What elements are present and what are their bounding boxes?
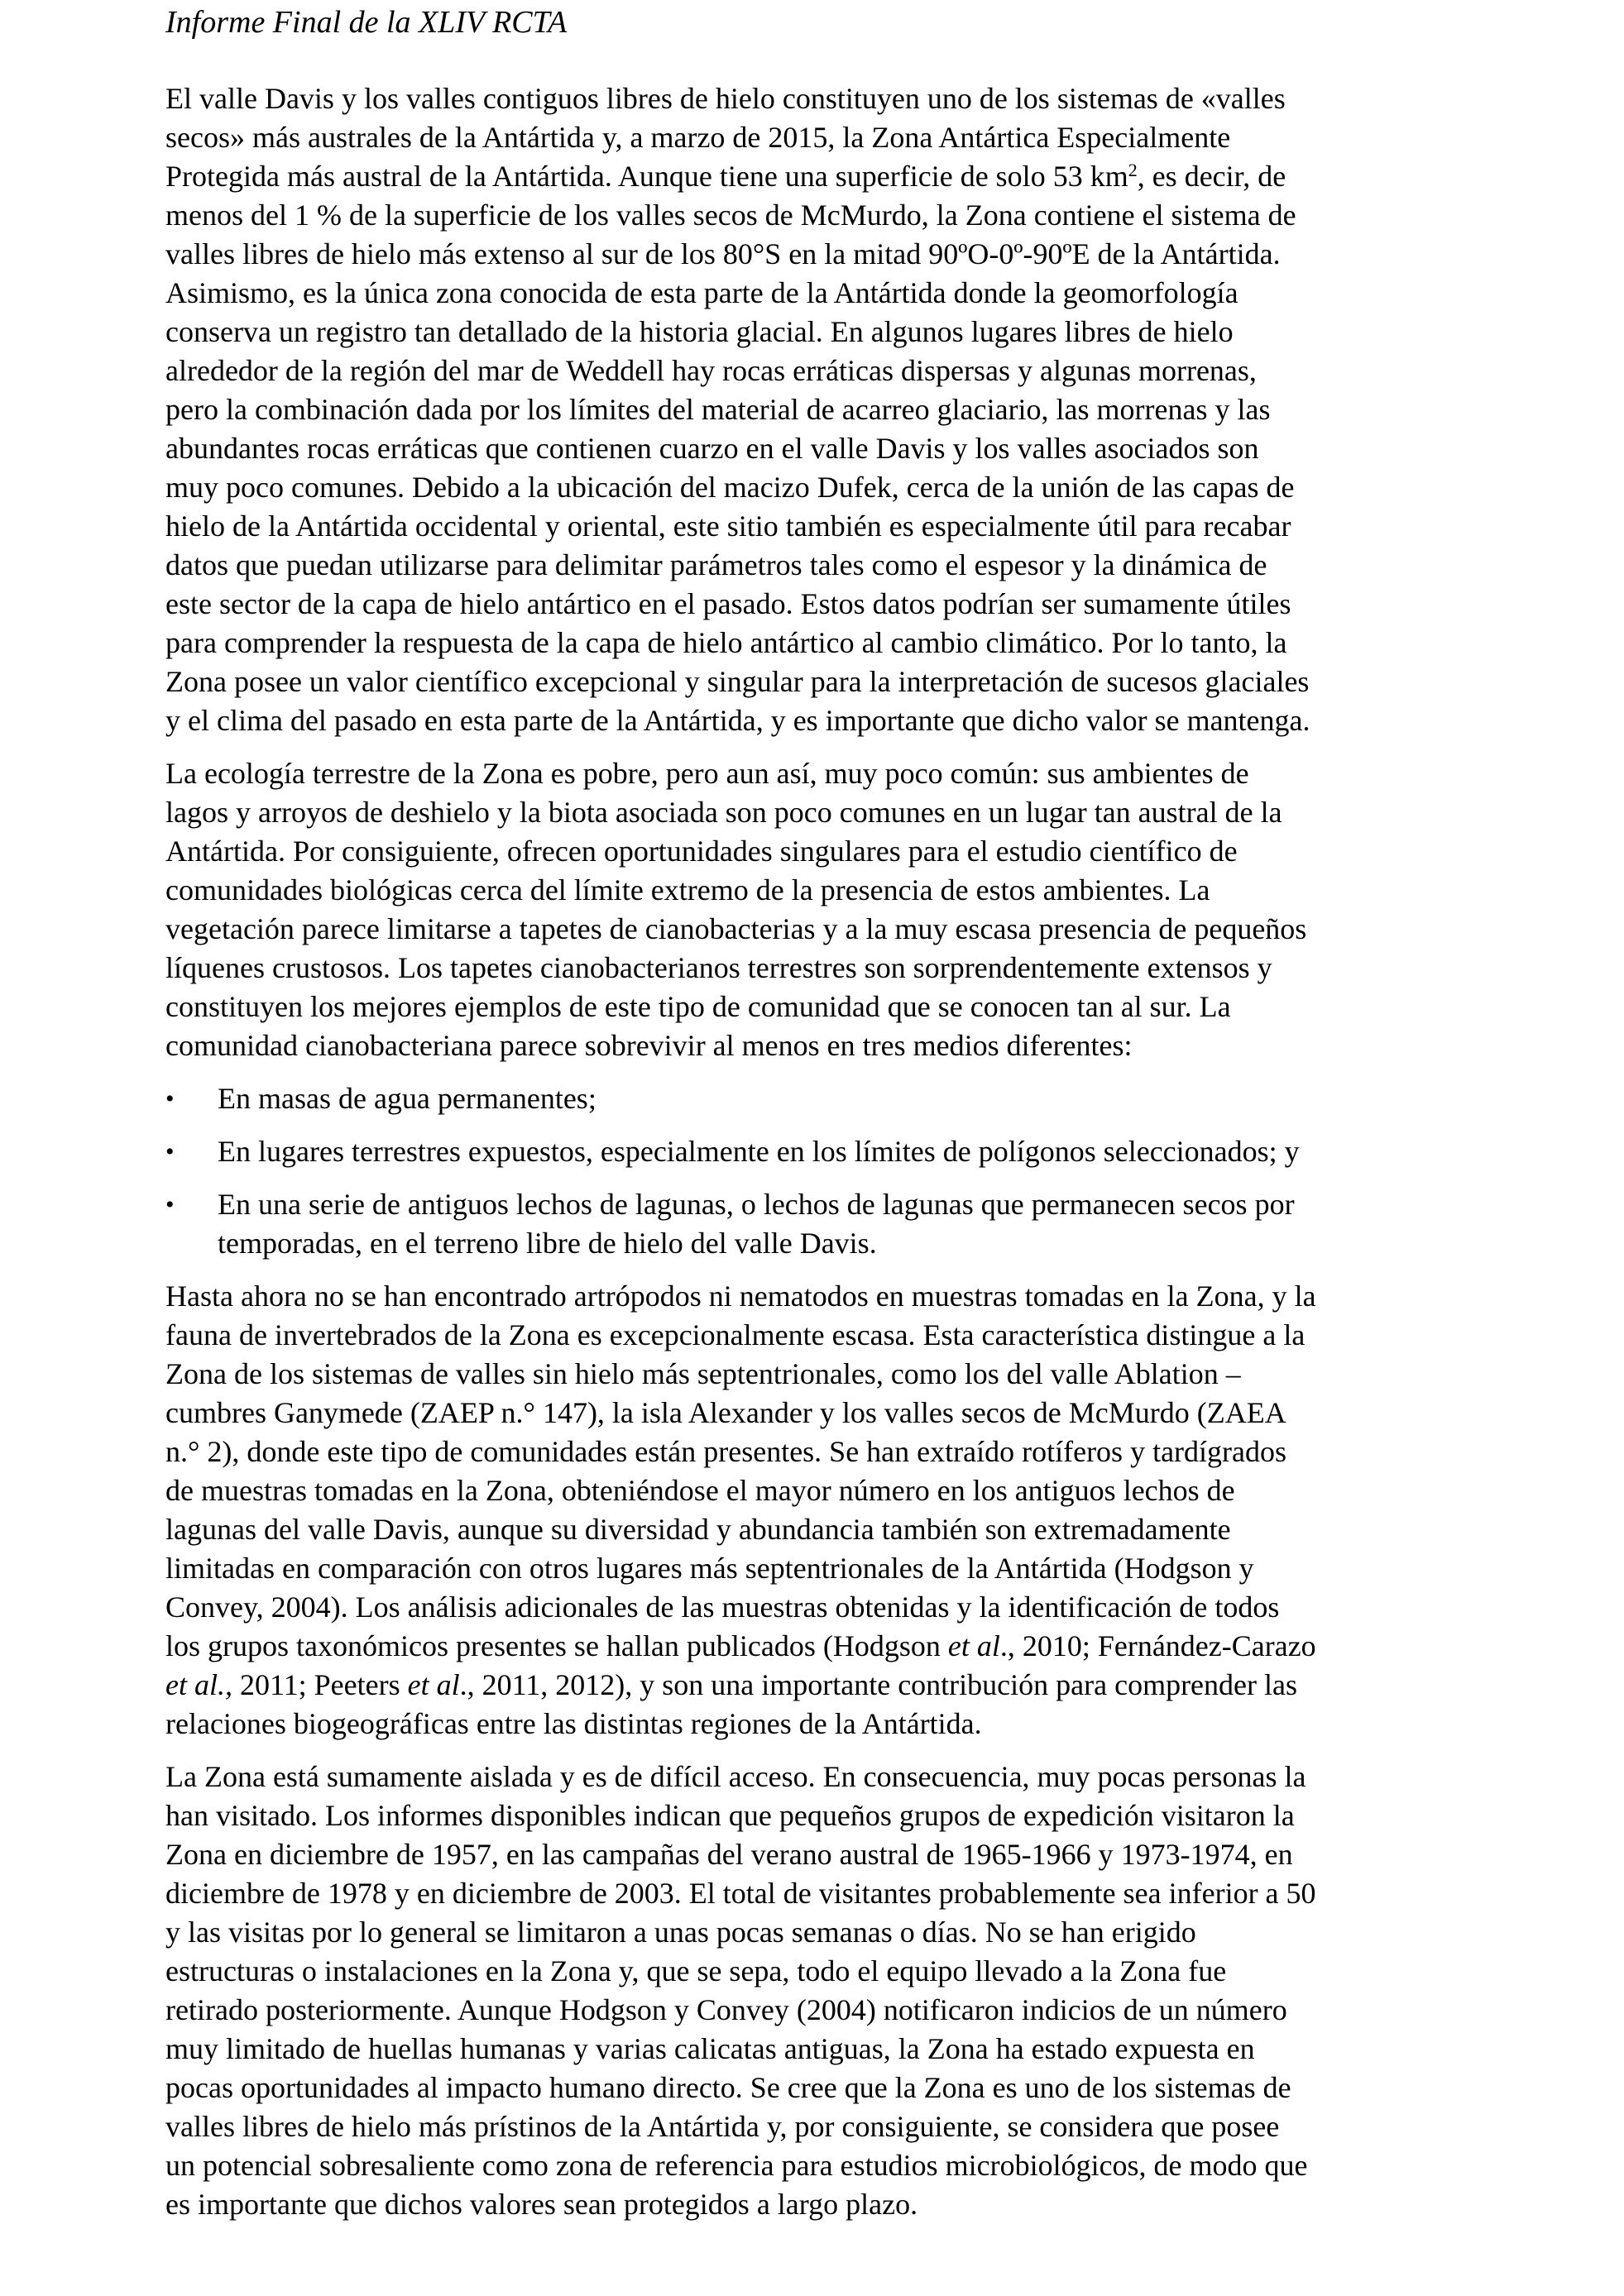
text-line bbox=[165, 1627, 1489, 1666]
text-line: lagos y arroyos de deshielo y la biota asociada son poco comunes en un lugar tan austral de la bbox=[165, 796, 1282, 829]
text-line: de muestras tomadas en la Zona, obteniéndose el mayor número en los antiguos lechos de bbox=[165, 1474, 1235, 1507]
bullet-icon: • bbox=[165, 1138, 175, 1165]
text-segment: ., 2010; Fernández-Carazo bbox=[999, 1629, 1316, 1662]
text-line: líquenes crustosos. Los tapetes cianobacterianos terrestres son sorprendentemente extensos y bbox=[165, 951, 1272, 984]
paragraph-human-visits bbox=[165, 1758, 1489, 2224]
bullet-icon: • bbox=[165, 1191, 175, 1218]
paragraph-spacer bbox=[165, 1065, 1489, 1079]
text-line: Convey, 2004). Los análisis adicionales de las muestras obtenidas y la identificación de todos bbox=[165, 1590, 1280, 1624]
text-line: un potencial sobresaliente como zona de referencia para estudios microbiológicos, de modo que bbox=[165, 2149, 1308, 2182]
superscript-exponent: 2 bbox=[1128, 160, 1138, 180]
text-line: hielo de la Antártida occidental y oriental, este sitio también es especialmente útil para recabar bbox=[165, 509, 1291, 543]
text-line: El valle Davis y los valles contiguos libres de hielo constituyen uno de los sistemas de «valles bbox=[165, 82, 1286, 115]
text-line: En masas de agua permanentes; bbox=[218, 1082, 596, 1115]
text-line: muy poco comunes. Debido a la ubicación del macizo Dufek, cerca de la unión de las capas de bbox=[165, 471, 1295, 504]
bullet-list-habitats bbox=[165, 1079, 1489, 1263]
text-line: este sector de la capa de hielo antártico en el pasado. Estos datos podrían ser sumamente útiles bbox=[165, 587, 1291, 620]
paragraph-spacer bbox=[165, 740, 1489, 754]
bullet-item bbox=[165, 1079, 1489, 1118]
text-line: temporadas, en el terreno libre de hielo del valle Davis. bbox=[218, 1227, 877, 1260]
text-line: La ecología terrestre de la Zona es pobre, pero aun así, muy poco común: sus ambientes de bbox=[165, 757, 1249, 790]
bullet-item bbox=[165, 1132, 1489, 1171]
citation-et-al: et al bbox=[947, 1629, 1000, 1662]
running-header: Informe Final de la XLIV RCTA bbox=[165, 5, 568, 40]
text-line: Asimismo, es la única zona conocida de esta parte de la Antártida donde la geomorfología bbox=[165, 276, 1238, 309]
text-line: fauna de invertebrados de la Zona es excepcionalmente escasa. Esta característica distingue a la bbox=[165, 1318, 1305, 1351]
text-line: estructuras o instalaciones en la Zona y, que se sepa, todo el equipo llevado a la Zona fue bbox=[165, 1954, 1227, 1987]
text-line: La Zona está sumamente aislada y es de difícil acceso. En consecuencia, muy pocas personas la bbox=[165, 1760, 1306, 1793]
text-line: comunidades biológicas cerca del límite extremo de la presencia de estos ambientes. La bbox=[165, 873, 1210, 906]
text-segment: ., 2011, 2012), y son una importante contribución para comprender las bbox=[459, 1668, 1297, 1701]
text-line: alrededor de la región del mar de Weddell hay rocas erráticas dispersas y algunas morrenas, bbox=[165, 354, 1257, 387]
citation-et-al: et al bbox=[407, 1668, 460, 1701]
text-line: y las visitas por lo general se limitaron a unas pocas semanas o días. No se han erigido bbox=[165, 1916, 1196, 1949]
text-line: limitadas en comparación con otros lugares más septentrionales de la Antártida (Hodgson y bbox=[165, 1552, 1254, 1585]
paragraph-spacer bbox=[165, 1263, 1489, 1277]
paragraph-spacer bbox=[165, 1744, 1489, 1758]
text-line bbox=[165, 157, 1489, 196]
text-line: diciembre de 1978 y en diciembre de 2003. El total de visitantes probablemente sea inferior a 50 bbox=[165, 1877, 1316, 1910]
text-line: Zona posee un valor científico excepcional y singular para la interpretación de sucesos glaciales bbox=[165, 665, 1310, 698]
text-line: comunidad cianobacteriana parece sobrevivir al menos en tres medios diferentes: bbox=[165, 1029, 1133, 1062]
bullet-item bbox=[165, 1185, 1489, 1263]
text-line: vegetación parece limitarse a tapetes de cianobacterias y a la muy escasa presencia de pequeños bbox=[165, 912, 1307, 945]
text-line: y el clima del pasado en esta parte de la Antártida, y es importante que dicho valor se mantenga. bbox=[165, 704, 1310, 737]
text-line: han visitado. Los informes disponibles indican que pequeños grupos de expedición visitaron la bbox=[165, 1799, 1295, 1832]
paragraph-davis-valley-glacial-history bbox=[165, 79, 1489, 740]
text-line: En una serie de antiguos lechos de lagunas, o lechos de lagunas que permanecen secos por bbox=[218, 1188, 1295, 1221]
text-line: Zona en diciembre de 1957, en las campañas del verano austral de 1965-1966 y 1973-1974, en bbox=[165, 1838, 1293, 1871]
text-line: menos del 1 % de la superficie de los valles secos de McMurdo, la Zona contiene el sistema de bbox=[165, 199, 1296, 232]
text-line: valles libres de hielo más extenso al sur de los 80°S en la mitad 90ºO-0º-90ºE de la Antártida. bbox=[165, 237, 1281, 270]
text-line: datos que puedan utilizarse para delimitar parámetros tales como el espesor y la dinámica de bbox=[165, 548, 1267, 581]
bullet-icon: • bbox=[165, 1085, 175, 1112]
paragraph-terrestrial-ecology bbox=[165, 754, 1489, 1065]
text-line: n.° 2), donde este tipo de comunidades están presentes. Se han extraído rotíferos y tardígrados bbox=[165, 1435, 1287, 1468]
paragraph-invertebrate-fauna bbox=[165, 1277, 1489, 1744]
text-line: pocas oportunidades al impacto humano directo. Se cree que la Zona es uno de los sistemas de bbox=[165, 2071, 1291, 2104]
text-line: para comprender la respuesta de la capa de hielo antártico al cambio climático. Por lo tanto, la bbox=[165, 626, 1287, 659]
text-line: muy limitado de huellas humanas y varias calicatas antiguas, la Zona ha estado expuesta en bbox=[165, 2032, 1255, 2065]
text-segment: 2011; Peeters bbox=[232, 1668, 408, 1701]
text-line: pero la combinación dada por los límites del material de acarreo glaciario, las morrenas y las bbox=[165, 393, 1271, 426]
text-line: valles libres de hielo más prístinos de la Antártida y, por consiguiente, se considera que posee bbox=[165, 2110, 1280, 2143]
text-line: secos» más australes de la Antártida y, a marzo de 2015, la Zona Antártica Especialmente bbox=[165, 121, 1231, 154]
text-line bbox=[165, 1666, 1489, 1705]
text-segment: Protegida más austral de la Antártida. Aunque tiene una superficie de solo 53 km bbox=[165, 160, 1128, 193]
text-line: relaciones biogeográficas entre las distintas regiones de la Antártida. bbox=[165, 1707, 982, 1740]
text-line: Antártida. Por consiguiente, ofrecen oportunidades singulares para el estudio científico de bbox=[165, 835, 1238, 868]
text-line: En lugares terrestres expuestos, especialmente en los límites de polígonos seleccionados; y bbox=[218, 1135, 1300, 1168]
text-line: es importante que dichos valores sean protegidos a largo plazo. bbox=[165, 2188, 918, 2221]
text-line: abundantes rocas erráticas que contienen cuarzo en el valle Davis y los valles asociados son bbox=[165, 432, 1259, 465]
text-segment: los grupos taxonómicos presentes se hallan publicados (Hodgson bbox=[165, 1629, 948, 1662]
text-line: Hasta ahora no se han encontrado artrópodos ni nematodos en muestras tomadas en la Zona, y la bbox=[165, 1280, 1316, 1313]
text-line: conserva un registro tan detallado de la historia glacial. En algunos lugares libres de hielo bbox=[165, 315, 1234, 348]
text-line: retirado posteriormente. Aunque Hodgson y Convey (2004) notificaron indicios de un número bbox=[165, 1993, 1287, 2026]
citation-et-al: et al., bbox=[165, 1668, 232, 1701]
document-body bbox=[165, 79, 1489, 2224]
text-line: constituyen los mejores ejemplos de este tipo de comunidad que se conocen tan al sur. La bbox=[165, 990, 1231, 1023]
text-segment: , es decir, de bbox=[1137, 160, 1286, 193]
text-line: cumbres Ganymede (ZAEP n.° 147), la isla Alexander y los valles secos de McMurdo (ZAEA bbox=[165, 1396, 1286, 1429]
text-line: Zona de los sistemas de valles sin hielo más septentrionales, como los del valle Ablation – bbox=[165, 1357, 1241, 1390]
text-line: lagunas del valle Davis, aunque su diversidad y abundancia también son extremadamente bbox=[165, 1513, 1231, 1546]
